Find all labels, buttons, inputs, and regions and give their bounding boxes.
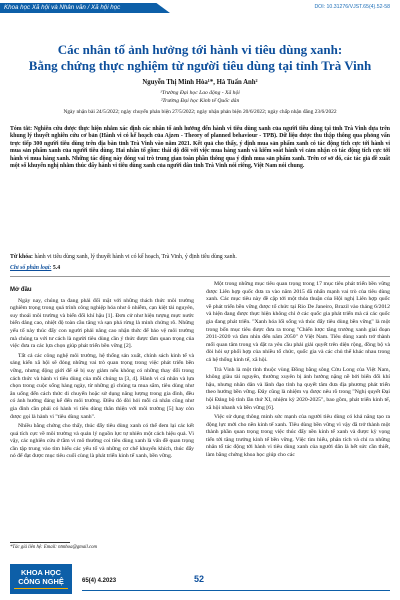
logo-line-2: CÔNG NGHỆ — [18, 577, 64, 586]
submission-dates: Ngày nhận bài 24/5/2022; ngày chuyển phản biện 27/5/2022; ngày nhận phản biện 20/6/2022; ngày chấp nhận đăng 23/6/2022 — [63, 109, 337, 115]
abstract-text: Nghiên cứu được thực hiện nhằm xác định các nhân tố ảnh hưởng đến hành vi tiêu dùng xanh của người tiêu dùng tại tỉnh Trà Vinh dựa trên khung lý thuyết nghiên cứu cơ bản (Hành vi có kế hoạch của Ajzen - Theory of planned behaviour - TPB). Dữ liệu được thu thập thông qua phỏng vấn trực tiếp 300 người tiêu dùng trên địa bàn tỉnh Trà Vinh vào năm 2021. Kết quả cho thấy, ý định mua sản phẩm xanh có tác động tích cực tới hành vi mua sản phẩm xanh của người tiêu dùng. Hai nhân tố gồm: thái độ đối với việc mua hàng xanh và kiểm soát hành vi cảm nhận có tác động tích cực tới hành vi mua hàng xanh. Những tác động này đóng vai trò trung gian toàn phần thông qua ý định mua sản phẩm xanh. Trên cơ sở đó, các tác giả đề xuất một số khuyến nghị nhằm thúc đẩy hành vi tiêu dùng xanh của người dân tỉnh Trà Vinh nói riêng, Việt Nam nói chung. — [10, 126, 390, 170]
affiliation-1: ¹Trường Đại học Lao động - Xã hội — [160, 90, 240, 96]
body-column-left — [10, 281, 194, 463]
page-footer — [0, 560, 400, 600]
footnote: *Tác giả liên hệ: Email: ntmhoa@gmail.com — [10, 545, 98, 550]
logo-line-1: KHOA HỌC — [21, 568, 61, 577]
classification-label: Chỉ số phân loại: — [10, 265, 52, 271]
paragraph: Tất cả các công nghệ môi trường, hệ thống sản xuất, chính sách kinh tế và sáng kiến xã hội sẽ đóng những vai trò quan trọng trong việc phát triển bền vững, nhưng động giới để sẽ bị suy giảm nếu không có những thay đổi trong cách thức và hành vi tiêu dùng của mỗi chúng ta [3, 4]. Hành vi cá nhân và lựa chọn trong cuộc sống hàng ngày, từ những gì chúng ta mua sắm, tiêu dùng như ăn uống đến cách thức di chuyển hoặc sử dụng năng lượng trong gia đình, đều có ảnh hưởng đáng kể đến môi trường. Điều đó đòi hỏi mỗi cá nhân cũng như gia đình cần phải có hành vi tiêu dùng thân thiện với môi trường [5] hay còn được gọi là hành vi "tiêu dùng xanh". — [10, 352, 194, 420]
journal-logo — [10, 564, 72, 594]
footnote-rule — [10, 542, 70, 543]
body-column-right — [206, 281, 390, 462]
paragraph: Ngày nay, chúng ta đang phải đối mặt với những thách thức môi trường nghiêm trọng trong quá trình công nghiệp hóa như ô nhiễm, cạn kiệt tài nguyên, suy thoái môi trường và biến đổi khí hậu [1]. Đơn cử như hiện tượng mực nước biển dâng cao, nhiệt độ toàn cầu tăng và sạn phá rừng là minh chứng rõ. Những yếu tố này thúc đẩy con người phải nâng cao nhận thức để bảo vệ môi trường mà chúng ta với tư cách là người tiêu dùng cần ý thức được tầm quan trọng của việc đưa ra các lựa chọn giúp phát triển bền vững [2]. — [10, 297, 194, 350]
logo-stripe — [14, 588, 68, 589]
paragraph: Một trong những mục tiêu quan trọng trong 17 mục tiêu phát triển bền vững được Liên hợp quốc đưa ra vào năm 2015 đã nhấn mạnh vai trò của tiêu dùng xanh. Các mục tiêu này đề cập tới một thỏa thuận của Hội nghị Liên hợp quốc về phát triển bền vững được tổ chức tại Rio De Janeiro, Brazil vào tháng 6/2012 và hiện đang được thực hiện không chỉ ở các quốc gia phát triển mà cả các quốc gia đang phát triển. "Xanh hóa lối sống và thúc đẩy tiêu dùng bền vững" là một trong bốn mục tiêu được đưa ra trong "Chiến lược tăng trưởng xanh giai đoạn 2011-2020 và tầm nhìn đến năm 2050" ở Việt Nam. Tiêu dùng xanh trở thành mối quan tâm trong và đặt ra yêu cầu phải giải quyết trên diện rộng, đồng bộ và đòi hỏi sự phối hợp của nhiều tổ chức, quốc gia và các chủ thể khác nhau trong cả hệ thống kinh tế, xã hội. — [206, 281, 390, 363]
paragraph: Nhiều bằng chứng cho thấy, thúc đẩy tiêu dùng xanh có thể đem lại các kết quả tích cực về môi trường và quản lý nguồn lực tự nhiên một cách hiệu quả. Vì vậy, các nghiên cứu ở tầm vi mô thường coi tiêu dùng xanh là vấn đề quan trọng cần tập trung vào tìm hiểu các yếu tố và những cơ chế khuyến khích, thúc đẩy nó để đạt được mục tiêu cuối cùng là phát triển kinh tế xanh, bền vững. — [10, 423, 194, 460]
keywords — [10, 254, 390, 261]
paragraph: Trà Vinh là một tỉnh thuộc vùng Đồng bằng sông Cửu Long của Việt Nam, không giàu tài nguyên, thường xuyên bị ảnh hưởng nặng nề bởi biến đổi khí hậu, nhưng nhân dân và lãnh đạo tỉnh hạ quyết tâm đưa địa phương phát triển theo hướng bền vững. Đây cũng là nhiệm vụ được nêu rõ trong "Nghị quyết Đại hội Đảng bộ tỉnh lần thứ XI, nhiệm kỳ 2020-2025", bao gồm, phát triển kinh tế, xã hội nhanh và bền vững [6]. — [206, 366, 390, 411]
section-heading: Mở đầu — [10, 287, 32, 293]
article-title-line-1: Các nhân tố ảnh hưởng tới hành vi tiêu dùng xanh: — [57, 42, 343, 57]
classification-value: 5.4 — [52, 265, 61, 271]
keywords-label: Từ khóa: — [10, 254, 33, 260]
abstract-label: Tóm tắt: — [10, 126, 32, 132]
doi: DOI: 10.31276/VJST.65(4).52-58 — [314, 4, 390, 10]
issue-number: 65(4) 4.2023 — [82, 578, 117, 584]
paragraph: Việc sử dụng thông minh sức mạnh của người tiêu dùng có khả năng tạo ra động lực mới cho nền kinh tế xanh. Tiêu dùng bền vững vì vậy đã trở thành một thành phần quan trọng trong việc thúc đẩy nền kinh tế xanh và được kỳ vọng tiến tới tăng trưởng kinh tế bền vững. Việc tìm hiểu, phân tích và chỉ ra những nhân tố tác động tới hành vi tiêu dùng xanh của người dân là hết sức cần thiết, làm bằng chứng khoa học giúp cho các — [206, 414, 390, 459]
divider — [10, 276, 390, 277]
affiliation-2: ²Trường Đại học Kinh tế Quốc dân — [160, 98, 240, 104]
authors: Nguyễn Thị Minh Hòa¹*, Hà Tuấn Anh² — [142, 79, 258, 86]
running-header — [0, 0, 400, 16]
footer-rule — [82, 590, 390, 591]
section-label: Khoa học Xã hội và Nhân văn / Xã hội học — [4, 4, 121, 11]
abstract — [10, 126, 390, 170]
page-number: 52 — [194, 574, 205, 584]
article-title-line-2: Bằng chứng thực nghiệm từ người tiêu dùng tại tỉnh Trà Vinh — [28, 58, 372, 73]
keywords-text: hành vi tiêu dùng xanh, lý thuyết hành vi có kế hoạch, Trà Vinh, ý định tiêu dùng xanh. — [34, 254, 237, 260]
classification — [10, 265, 390, 271]
